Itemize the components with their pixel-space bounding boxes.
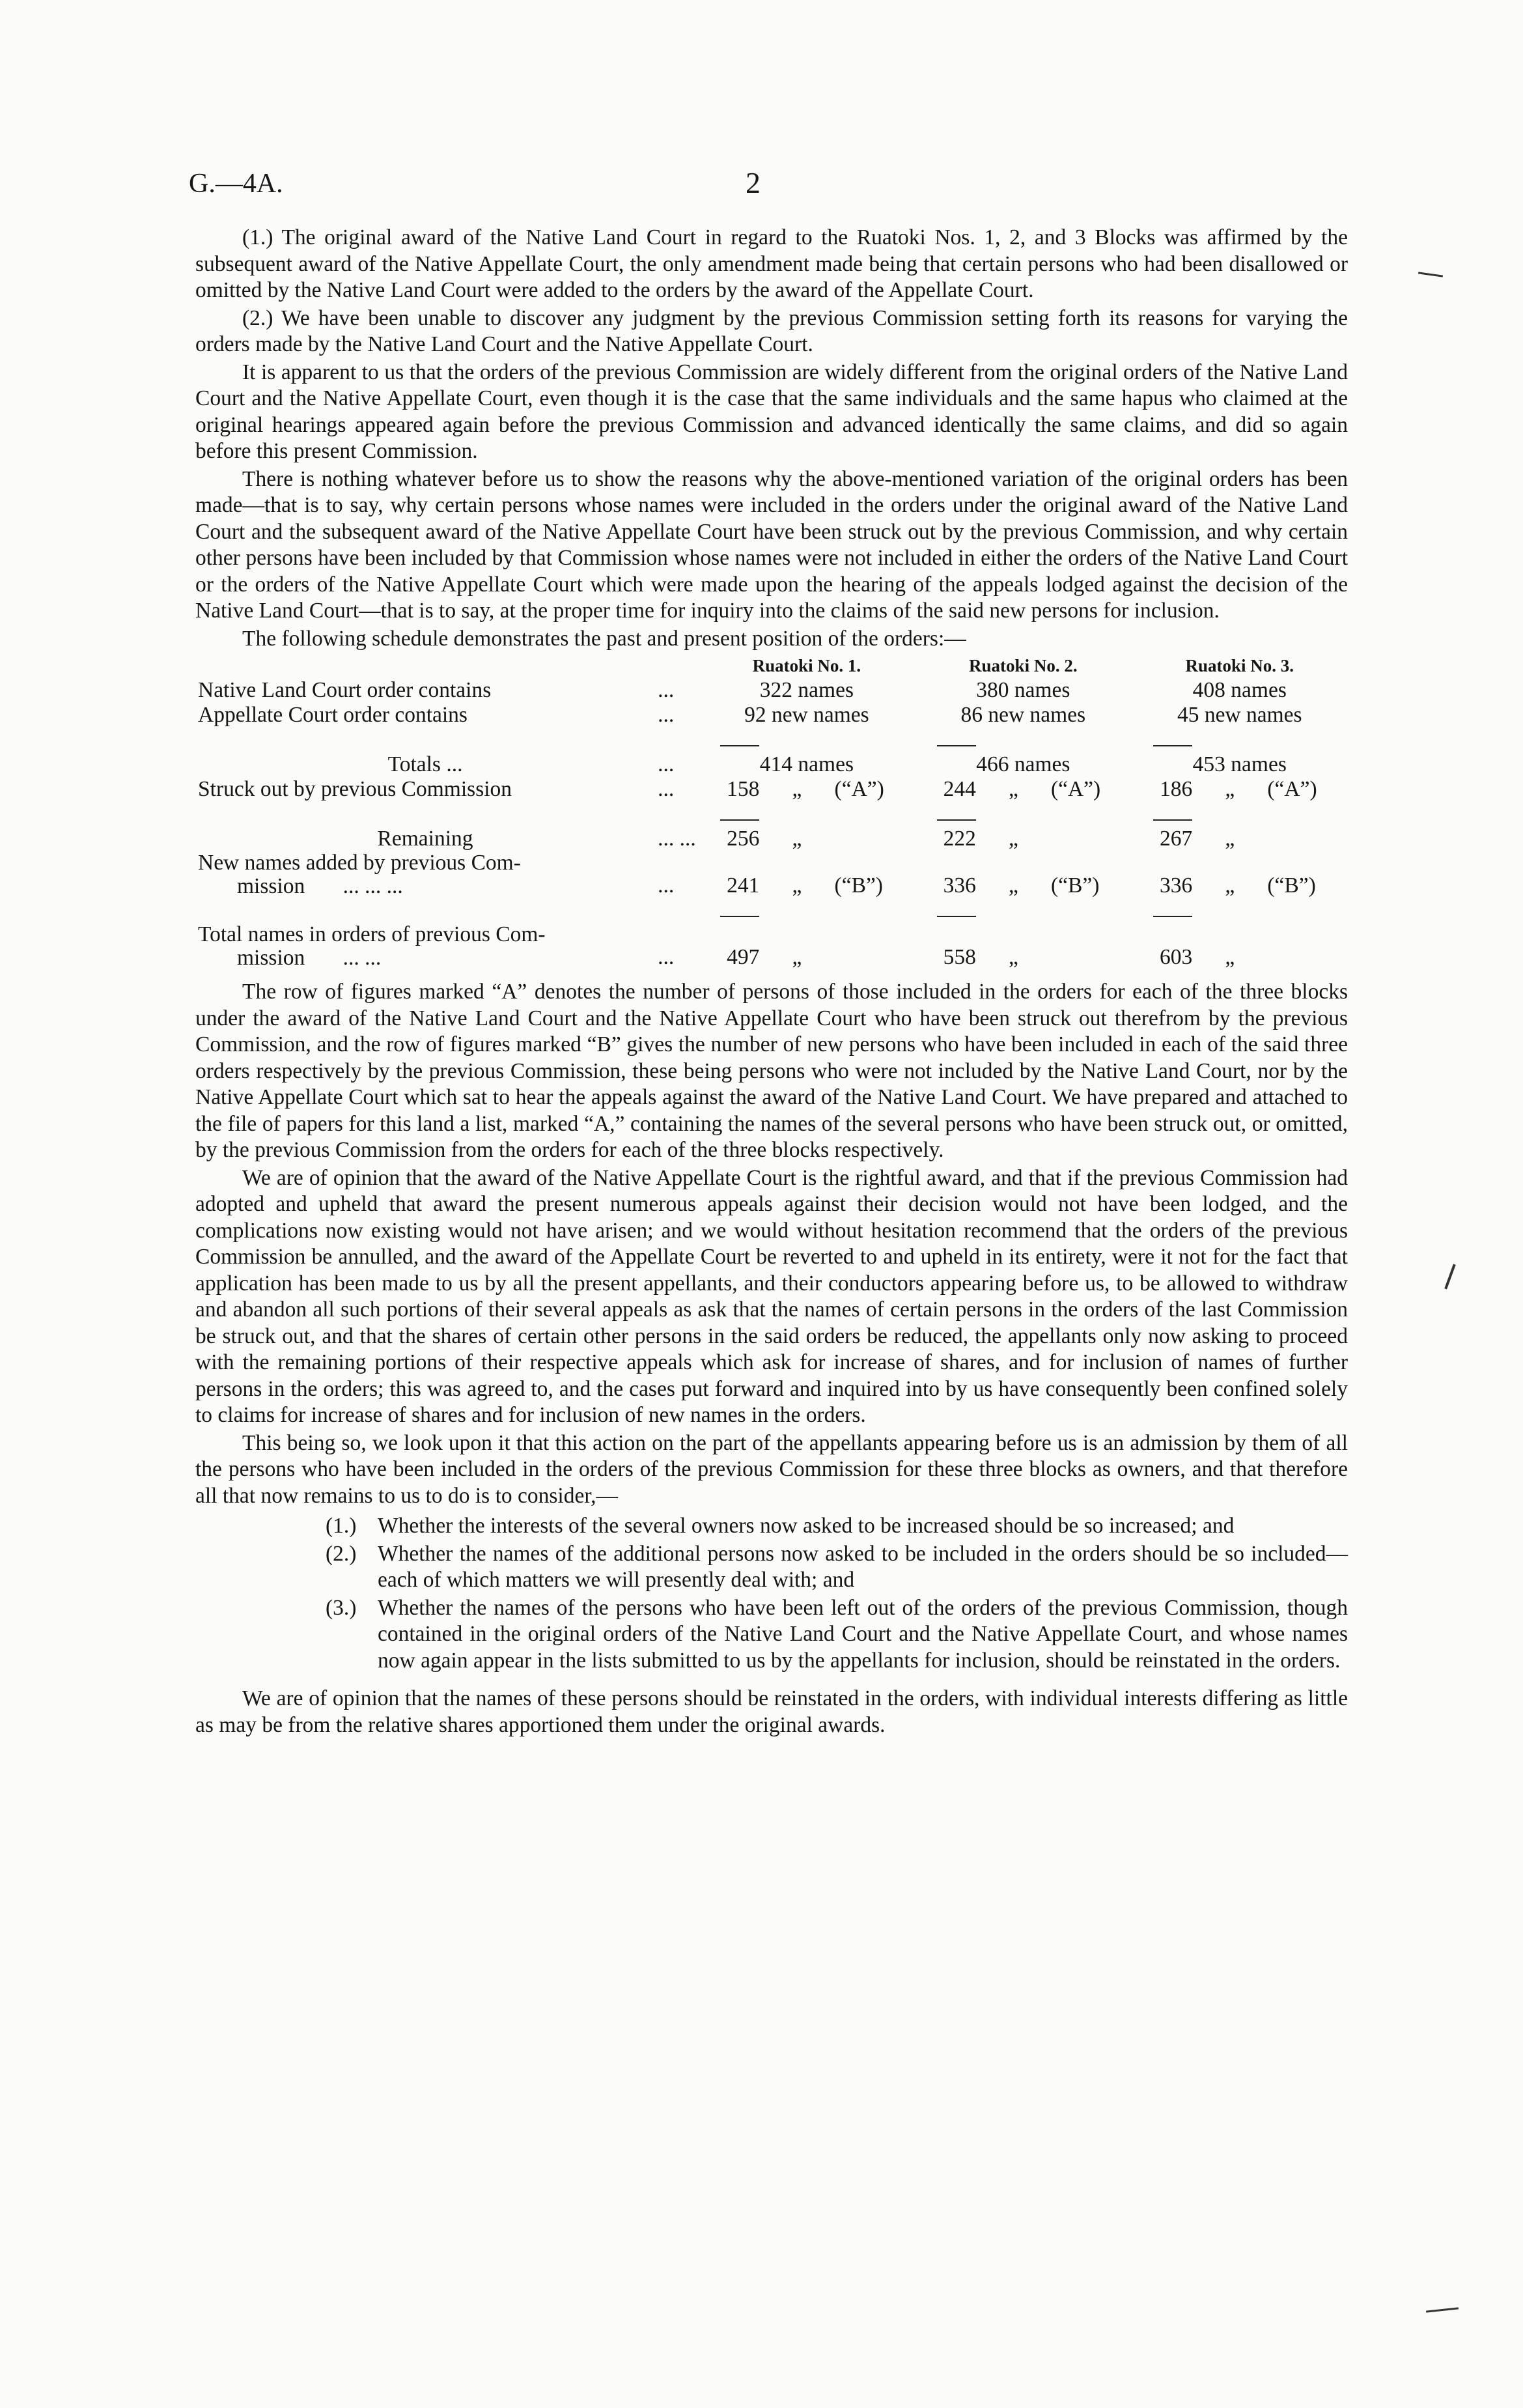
schedule-table xyxy=(195,653,1348,970)
table-row xyxy=(195,777,1348,802)
ditto-mark: „ xyxy=(1225,945,1235,969)
leader-dots: ... xyxy=(658,678,675,702)
leader-dots: ... ... ... xyxy=(342,874,403,898)
margin-mark xyxy=(1426,2307,1459,2312)
leader-dots: ... xyxy=(658,873,675,898)
leader-dots: ... xyxy=(658,752,675,776)
sum-rule xyxy=(1153,916,1192,917)
table-cell: 453 names xyxy=(1192,752,1287,776)
paragraph: This being so, we look upon it that this action on the part of the appellants appearing before us is an admission by them of all the persons who have been included in the orders of the previous Commission for these three blocks as owners, and that therefore all that now remains to us to do is to consider,— xyxy=(195,1430,1348,1508)
table-row xyxy=(195,851,1348,898)
list-item xyxy=(326,1595,1348,1675)
column-header: Ruatoki No. 2. xyxy=(969,656,1078,675)
row-label: Native Land Court order contains xyxy=(198,678,492,702)
paragraph: There is nothing whatever before us to show the reasons why the above-mentioned variation of the original orders has been made—that is to say, why certain persons whose names were included in the orders under the original award of the Native Land Court and the subsequent award of the Native Appellate Court have been struck out by the previous Commission, and why certain other persons have been included by that Commission whose names were not included in either the orders of the Native Land Court or the orders of the Native Appellate Court which were made upon the hearing of the appeals lodged against the decision of the Native Land Court—that is to say, at the proper time for inquiry into the claims of the said new persons for inclusion. xyxy=(195,466,1348,623)
paragraph: It is apparent to us that the orders of the previous Commission are widely different from the original orders of the Native Land Court and the Native Appellate Court, even though it is the case that the same individuals and the same hapus who claimed at the original hearings appeared again before the previous Commission and advanced identically the same claims, and did so again before this present Commission. xyxy=(195,360,1348,463)
row-label xyxy=(195,923,655,970)
paragraph: (1.) The original award of the Native Land Court in regard to the Ruatoki Nos. 1, 2, and 3 Blocks was affirmed by the subsequent award of the Native Appellate Court, the only amendment made being that certain persons who had been disallowed or omitted by the Native Land Court were added to the orders by the award of the Appellate Court. xyxy=(195,225,1348,302)
leader-dots: ... ... xyxy=(342,946,382,970)
list-item xyxy=(326,1513,1348,1540)
row-label: Struck out by previous Commission xyxy=(198,777,512,801)
row-mark-b: (“B”) xyxy=(834,873,883,898)
table-row xyxy=(195,752,1348,777)
paragraph: The row of figures marked “A” denotes the number of persons of those included in the orders for each of the three blocks under the award of the Native Land Court and the Native Appellate Court who have been struck out therefrom by the previous Commission, and the row of figures marked “B” gives the number of new persons who have been included in each of the said three orders respectively by the previous Commission, these being persons who were not included by the Native Land Court, nor by the Native Appellate Court which sat to hear the appeals against the award of the Native Land Court. We have prepared and attached to the file of papers for this land a list, marked “A,” containing the names of the several persons who have been struck out, or omitted, by the previous Commission from the orders for each of the three blocks respectively. xyxy=(195,980,1348,1162)
sum-rule xyxy=(1153,819,1192,821)
page-number: 2 xyxy=(746,166,761,199)
margin-mark xyxy=(1418,272,1443,277)
sum-rule xyxy=(720,819,759,821)
table-row xyxy=(195,678,1348,703)
table-cell: 256 xyxy=(727,827,760,851)
document-body xyxy=(195,225,1348,1740)
ditto-mark: „ xyxy=(1225,777,1235,801)
row-label-line: mission xyxy=(237,946,305,970)
document-reference: G.—4A. xyxy=(189,169,283,199)
sum-rule xyxy=(937,916,976,917)
ditto-mark: „ xyxy=(792,777,802,801)
column-header: Ruatoki No. 1. xyxy=(752,656,861,675)
row-label-line: New names added by previous Com- xyxy=(198,851,521,875)
row-label: Remaining xyxy=(377,827,473,851)
sum-rule xyxy=(937,745,976,746)
list-item xyxy=(326,1541,1348,1594)
row-label-line: Total names in orders of previous Com- xyxy=(198,922,546,946)
ditto-mark: „ xyxy=(1225,873,1235,898)
margin-mark xyxy=(1444,1264,1455,1290)
table-cell: 466 names xyxy=(976,752,1070,776)
sum-rule xyxy=(1153,745,1192,746)
rule-row xyxy=(195,802,1348,827)
leader-dots: ... xyxy=(658,703,675,727)
table-cell: 158 xyxy=(727,777,760,801)
list-item-text: Whether the names of the persons who have been left out of the orders of the previous Commission, though contained in the original orders of the Native Land Court and the Native Appellate Court, and whose names now again appear in the lists submitted to us by the appellants for inclusion, should be reinstated in the orders. xyxy=(378,1595,1348,1673)
leader-dots: ... ... xyxy=(658,827,696,851)
list-item-number: (2.) xyxy=(326,1541,357,1566)
column-header: Ruatoki No. 3. xyxy=(1185,656,1294,675)
table-cell: 186 xyxy=(1159,777,1193,801)
row-label: Totals ... xyxy=(387,752,463,776)
row-mark-a: (“A”) xyxy=(1267,777,1317,801)
schedule-header-row xyxy=(195,653,1348,678)
rule-row xyxy=(195,728,1348,752)
sum-rule xyxy=(720,916,759,917)
table-cell: 322 names xyxy=(759,678,854,702)
table-cell: 414 names xyxy=(759,752,854,776)
table-cell: 45 new names xyxy=(1177,703,1302,727)
row-mark-a: (“A”) xyxy=(1050,777,1101,801)
sum-rule xyxy=(937,819,976,821)
table-cell: 336 xyxy=(1159,873,1193,898)
row-mark-a: (“A”) xyxy=(834,777,884,801)
table-row xyxy=(195,923,1348,970)
row-label xyxy=(195,851,655,898)
table-row xyxy=(195,827,1348,851)
ditto-mark: „ xyxy=(1008,873,1018,898)
rule-row xyxy=(195,898,1348,923)
ditto-mark: „ xyxy=(1008,945,1018,969)
paragraph: The following schedule demonstrates the past and present position of the orders:— xyxy=(242,626,966,651)
leader-dots: ... xyxy=(658,945,675,969)
ditto-mark: „ xyxy=(792,873,802,898)
table-cell: 336 xyxy=(943,873,976,898)
page-header xyxy=(189,168,1348,214)
table-cell: 497 xyxy=(727,945,760,969)
paragraph: (2.) We have been unable to discover any judgment by the previous Commission setting forth its reasons for varying the orders made by the Native Land Court and the Native Appellate Court. xyxy=(195,305,1348,356)
list-item-text: Whether the interests of the several owners now asked to be increased should be so increased; and xyxy=(378,1514,1235,1538)
ditto-mark: „ xyxy=(792,827,802,851)
table-cell: 603 xyxy=(1159,945,1193,969)
table-cell: 558 xyxy=(943,945,976,969)
list-item-number: (3.) xyxy=(326,1595,357,1620)
paragraph: We are of opinion that the names of these persons should be reinstated in the orders, with individual interests differing as little as may be from the relative shares apportioned them under the original awards. xyxy=(195,1686,1348,1737)
leader-dots: ... xyxy=(658,777,675,801)
row-label: Appellate Court order contains xyxy=(198,703,468,727)
ditto-mark: „ xyxy=(1008,777,1018,801)
table-cell: 86 new names xyxy=(960,703,1086,727)
list-item-text: Whether the names of the additional persons now asked to be included in the orders should be so included—each of which matters we will presently deal with; and xyxy=(378,1541,1348,1592)
table-row xyxy=(195,703,1348,728)
row-label-line: mission xyxy=(237,874,305,898)
table-cell: 92 new names xyxy=(744,703,869,727)
table-cell: 244 xyxy=(943,777,976,801)
ditto-mark: „ xyxy=(792,945,802,969)
paragraph: We are of opinion that the award of the Native Appellate Court is the rightful award, and that if the previous Commission had adopted and upheld that award the present numerous appeals against their decision would not have been lodged, and the complications now existing would not have arisen; and we would without hesitation recommend that the orders of the previous Commission be annulled, and the award of the Appellate Court be reverted to and upheld in its entirety, were it not for the fact that application has been made to us by all the present appellants, and their conductors appearing before us, to be allowed to withdraw and abandon all such portions of their several appeals as ask that the names of certain persons in the orders of the last Commission be struck out, and that the shares of certain other persons in the said orders be reduced, the appellants only now asking to proceed with the remaining portions of their respective appeals which ask for increase of shares, and for inclusion of names of further persons in the orders; this was agreed to, and the cases put forward and inquired into by us have consequently been confined solely to claims for increase of shares and for inclusion of new names in the orders. xyxy=(195,1165,1348,1427)
considerations-list xyxy=(195,1513,1348,1674)
table-cell: 380 names xyxy=(976,678,1070,702)
table-cell: 222 xyxy=(943,827,976,851)
table-cell: 267 xyxy=(1159,827,1193,851)
list-item-number: (1.) xyxy=(326,1514,357,1538)
ditto-mark: „ xyxy=(1225,827,1235,851)
table-cell: 241 xyxy=(727,873,760,898)
sum-rule xyxy=(720,745,759,746)
ditto-mark: „ xyxy=(1008,827,1018,851)
table-cell: 408 names xyxy=(1192,678,1287,702)
row-mark-b: (“B”) xyxy=(1267,873,1316,898)
row-mark-b: (“B”) xyxy=(1050,873,1100,898)
